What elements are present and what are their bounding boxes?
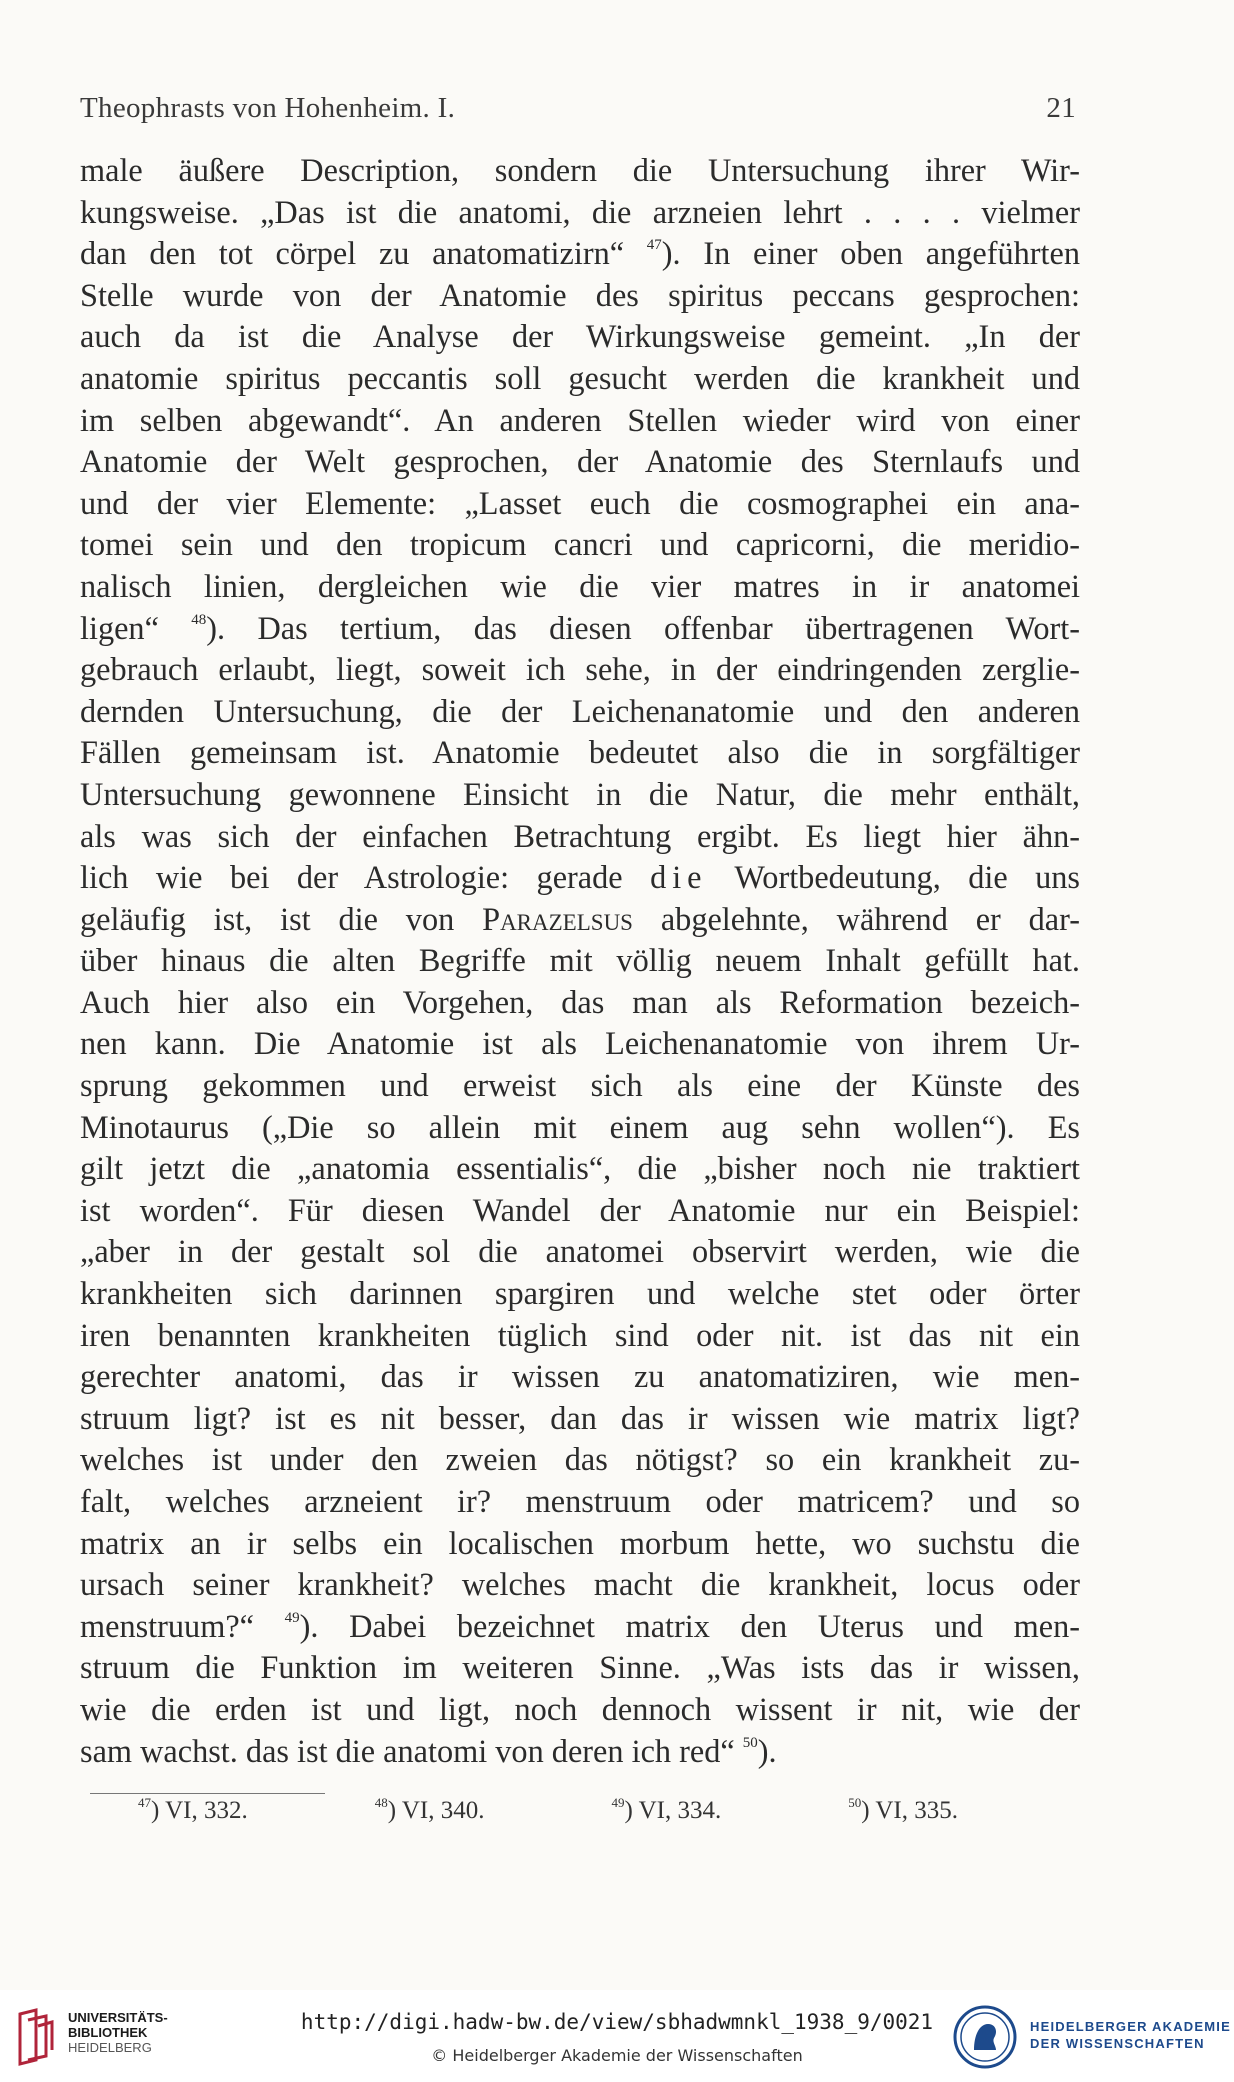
running-head (80, 92, 1076, 125)
academy-seal-icon (952, 2004, 1018, 2070)
text-line: auch da ist die Analyse der Wirkungsweise gemeint. „In der (80, 318, 1080, 355)
text-line: anatomie spiritus peccantis soll gesucht werden die krankheit und (80, 359, 1080, 396)
text-line: ist worden“. Für diesen Wandel der Anatomie nur ein Beispiel: (80, 1191, 1080, 1228)
author-name: Parazelsus (482, 900, 633, 937)
text-line: Minotaurus („Die so allein mit einem aug sehn wollen“). Es (80, 1108, 1080, 1145)
text-line: matrix an ir selbs ein localischen morbum hette, wo suchstu die (80, 1524, 1080, 1561)
footnote: $^{47}$) VI, 332. (138, 1795, 248, 1824)
text-line: ligen“ $^{48}$). Das tertium, das diesen offenbar übertragenen Wort- (80, 609, 1080, 646)
text-line: gerechter anatomi, das ir wissen zu anatomatiziren, wie men- (80, 1358, 1080, 1395)
text-line: „aber in der gestalt sol die anatomei observirt werden, wie die (80, 1233, 1080, 1270)
text-line: nalisch linien, dergleichen wie die vier matres in ir anatomei (80, 567, 1080, 604)
text-line: gilt jetzt die „anatomia essentialis“, die „bisher noch nie traktiert (80, 1150, 1080, 1187)
text-line: tomei sein und den tropicum cancri und capricorni, die meridio- (80, 526, 1080, 563)
text-line: sprung gekommen und erweist sich als eine der Künste des (80, 1067, 1080, 1104)
text-line: nen kann. Die Anatomie ist als Leichenanatomie von ihrem Ur- (80, 1025, 1080, 1062)
permalink[interactable]: http://digi.hadw-bw.de/view/sbhadwmnkl_1938_9/0021 (300, 2010, 934, 2034)
text-line: sam wachst. das ist die anatomi von deren ich red“ $^{50}$). (80, 1732, 777, 1769)
text-line: kungsweise. „Das ist die anatomi, die arzneien lehrt . . . . vielmer (80, 193, 1080, 230)
university-library-name: UNIVERSITÄTS- BIBLIOTHEK HEIDELBERG (68, 2010, 168, 2055)
text-line: Anatomie der Welt gesprochen, der Anatomie des Sternlaufs und (80, 443, 1080, 480)
digitization-footer (0, 1990, 1234, 2082)
text-line: geläufig ist, ist die von Parazelsus abgelehnte, während er dar- (80, 900, 1080, 937)
footnote-ref: 48 (191, 611, 207, 628)
text-line: lich wie bei der Astrologie: gerade die Wortbedeutung, die uns (80, 859, 1081, 896)
text-line: dernden Untersuchung, die der Leichenanatomie und den anderen (80, 692, 1080, 729)
footnote-ref: 50 (742, 1734, 758, 1751)
text-line: wie die erden ist und ligt, noch dennoch wissent ir nit, wie der (80, 1690, 1080, 1727)
text-line: dan den tot cörpel zu anatomatizirn“ $^{47}$). In einer oben angeführten (80, 235, 1080, 272)
text-line: gebrauch erlaubt, liegt, soweit ich sehe, in der eindringenden zerglie- (80, 651, 1080, 688)
footnote-divider (90, 1793, 325, 1794)
academy-name: HEIDELBERGER AKADEMIE DER WISSENSCHAFTEN (1030, 2019, 1231, 2051)
text-line: Untersuchung gewonnene Einsicht in die Natur, die mehr enthält, (80, 775, 1080, 812)
body-text (80, 150, 1080, 1772)
text-line: Stelle wurde von der Anatomie des spiritus peccans gesprochen: (80, 276, 1080, 313)
footnote: $^{48}$) VI, 340. (374, 1795, 485, 1824)
page-number: 21 (1046, 92, 1076, 124)
footnote-ref: 47 (646, 237, 662, 254)
text-line: im selben abgewandt“. An anderen Stellen wieder wird von einer (80, 401, 1080, 438)
footnote: $^{49}$) VI, 334. (611, 1795, 722, 1824)
footnote-ref: 49 (284, 1609, 300, 1626)
text-line: welches ist under den zweien das nötigst? so ein krankheit zu- (80, 1441, 1080, 1478)
text-line: Fällen gemeinsam ist. Anatomie bedeutet also die in sorgfältiger (80, 734, 1080, 771)
text-line: und der vier Elemente: „Lasset euch die cosmographei ein ana- (80, 484, 1080, 521)
copyright-notice: © Heidelberger Akademie der Wissenschaften (431, 2046, 803, 2065)
text-line: male äußere Description, sondern die Untersuchung ihrer Wir- (80, 152, 1080, 188)
text-line: struum ligt? ist es nit besser, dan das ir wissen wie matrix ligt? (80, 1399, 1080, 1436)
text-line: struum die Funktion im weiteren Sinne. „Was ists das ir wissen, (80, 1649, 1080, 1686)
footnote: $^{50}$) VI, 335. (848, 1795, 958, 1824)
text-line: falt, welches arzneient ir? menstruum oder matricem? und so (80, 1483, 1080, 1519)
spaced-word: die (650, 859, 708, 896)
text-line: Auch hier also ein Vorgehen, das man als Reformation bezeich- (80, 983, 1080, 1020)
text-line: iren benannten krankheiten tüglich sind oder nit. ist das nit ein (80, 1316, 1080, 1353)
text-line: als was sich der einfachen Betrachtung ergibt. Es liegt hier ähn- (80, 817, 1080, 854)
text-line: über hinaus die alten Begriffe mit völlig neuem Inhalt gefüllt hat. (80, 942, 1080, 979)
running-title: Theophrasts von Hohenheim. I. (80, 92, 456, 124)
text-line: krankheiten sich darinnen spargiren und welche stet oder örter (80, 1275, 1080, 1312)
text-line: menstruum?“ $^{49}$). Dabei bezeichnet matrix den Uterus und men- (80, 1607, 1080, 1644)
text-line: ursach seiner krankheit? welches macht die krankheit, locus oder (80, 1566, 1080, 1603)
footnotes (138, 1797, 958, 1825)
